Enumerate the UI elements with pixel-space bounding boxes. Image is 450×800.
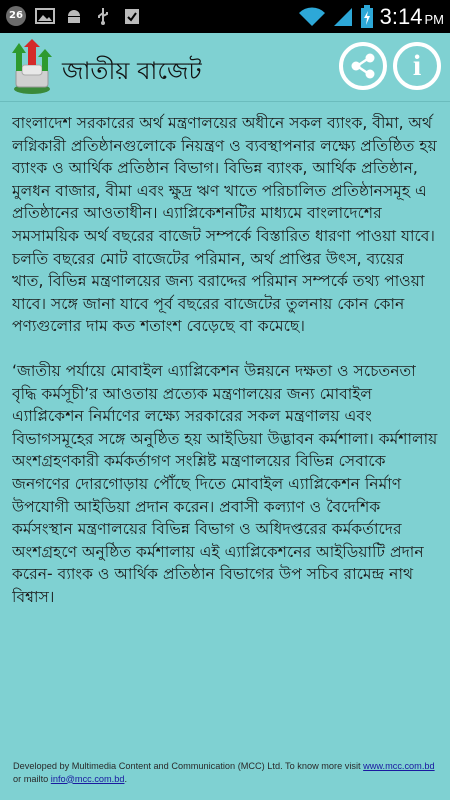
clock-time: 3:14 [379, 4, 423, 29]
share-button[interactable] [339, 42, 387, 90]
footer-text-3: . [124, 773, 128, 784]
wifi-icon [298, 6, 326, 28]
app-title: জাতীয় বাজেট [62, 57, 202, 85]
clock-ampm: PM [424, 12, 444, 27]
usb-icon [93, 7, 113, 25]
description-paragraph-1: বাংলাদেশ সরকারের অর্থ মন্ত্রণালয়ের অধীনে সকল ব্যাংক, বীমা, অর্থ লগ্নিকারী প্রতিষ্ঠানগুলোকে নিয়ন্ত্রণ ও ব্যবস্থাপনার লক্ষ্যে প্রতিষ্ঠিত হয় ব্যাংক ও আর্থিক প্রতিষ্ঠান বিভাগ। বিভিন্ন ব্যাংক, আর্থিক প্রতিষ্ঠান, মুলধন বাজার, বীমা এবং ক্ষুদ্র ঋণ খাতে পরিচালিত প্রতিষ্ঠানসমূহ এ প্রতিষ্ঠানের আওতাধীন। এ্যাপ্লিকেশনটির মাধ্যমে বাংলাদেশের সমসাময়িক অর্থ বছরের বাজেট সম্পর্কে বিস্তারিত ধারণা পাওয়া যাবে। চলতি বছরের মোট বাজেটের পরিমান, অর্থ প্রাপ্তির উৎস, ব্যয়ের খাত, বিভিন্ন মন্ত্রণালয়ের জন্য বরাদ্দের পরিমান সম্পর্কে তথ্য পাওয়া যাবে। সঙ্গে জানা যাবে পূর্ব বছরের বাজেটের তুলনায় কোন কোন পণ্যগুলোর দাম কত শতাংশ বেড়েছে বা কমেছে। [12, 114, 437, 336]
description-paragraph-2: ‘জাতীয় পর্যায়ে মোবাইল এ্যাপ্লিকেশন উন্নয়নে দক্ষতা ও সচেতনতা বৃদ্ধি কর্মসূচী’র আওতায় প্রত্যেক মন্ত্রণালয়ের জন্য মোবাইল এ্যাপ্লিকেশন নির্মাণের লক্ষ্যে সরকারের সকল মন্ত্রণালয় এবং বিভাগসমূহের সঙ্গে অনুষ্ঠিত হয় আইডিয়া উদ্ভাবন কর্মশালা। কর্মশালায় অংশগ্রহণকারী কর্মকর্তাগণ সংশ্লিষ্ট মন্ত্রণালয়ের বিভিন্ন সেবাকে জনগণের দোরগোড়ায় পৌঁছে দিতে মোবাইল এ্যাপ্লিকেশন নির্মাণ উপযোগী আইডিয়া প্রদান করেন। প্রবাসী কল্যাণ ও বৈদেশিক কর্মসংস্থান মন্ত্রণালয়ের বিভিন্ন বিভাগ ও অধিদপ্তরের কর্মকর্তাদের অংশগ্রহণে অনুষ্ঠিত কর্মশালায় এই এ্যাপ্লিকেশনের আইডিয়াটি প্রদান করেন- ব্যাংক ও আর্থিক প্রতিষ্ঠান বিভাগের উপ সচিব রামেন্দ্র নাথ বিশ্বাস। [12, 361, 438, 606]
signal-icon [332, 6, 354, 28]
share-icon [349, 52, 377, 80]
header-divider [0, 101, 450, 102]
website-link[interactable]: www.mcc.com.bd [363, 761, 435, 771]
status-right [298, 4, 444, 30]
email-link[interactable]: info@mcc.com.bd [50, 773, 125, 784]
budget-growth-logo [8, 39, 56, 95]
footer-text-1: Developed by Multimedia Content and Communication (MCC) Ltd. To know more visit [13, 761, 364, 771]
info-button[interactable] [393, 42, 441, 90]
info-icon: i [412, 49, 422, 82]
image-icon [35, 7, 55, 25]
clipboard-check-icon [122, 7, 142, 25]
app-bar [0, 33, 450, 101]
clock [380, 4, 444, 30]
battery-icon [360, 5, 374, 29]
description-content [12, 112, 440, 752]
status-left-icons [6, 6, 142, 26]
android-icon [64, 7, 84, 25]
status-bar [0, 0, 450, 33]
notification-count-badge: 26 [6, 6, 26, 26]
developer-footer [13, 760, 438, 785]
footer-text-2: or mailto [13, 773, 51, 784]
